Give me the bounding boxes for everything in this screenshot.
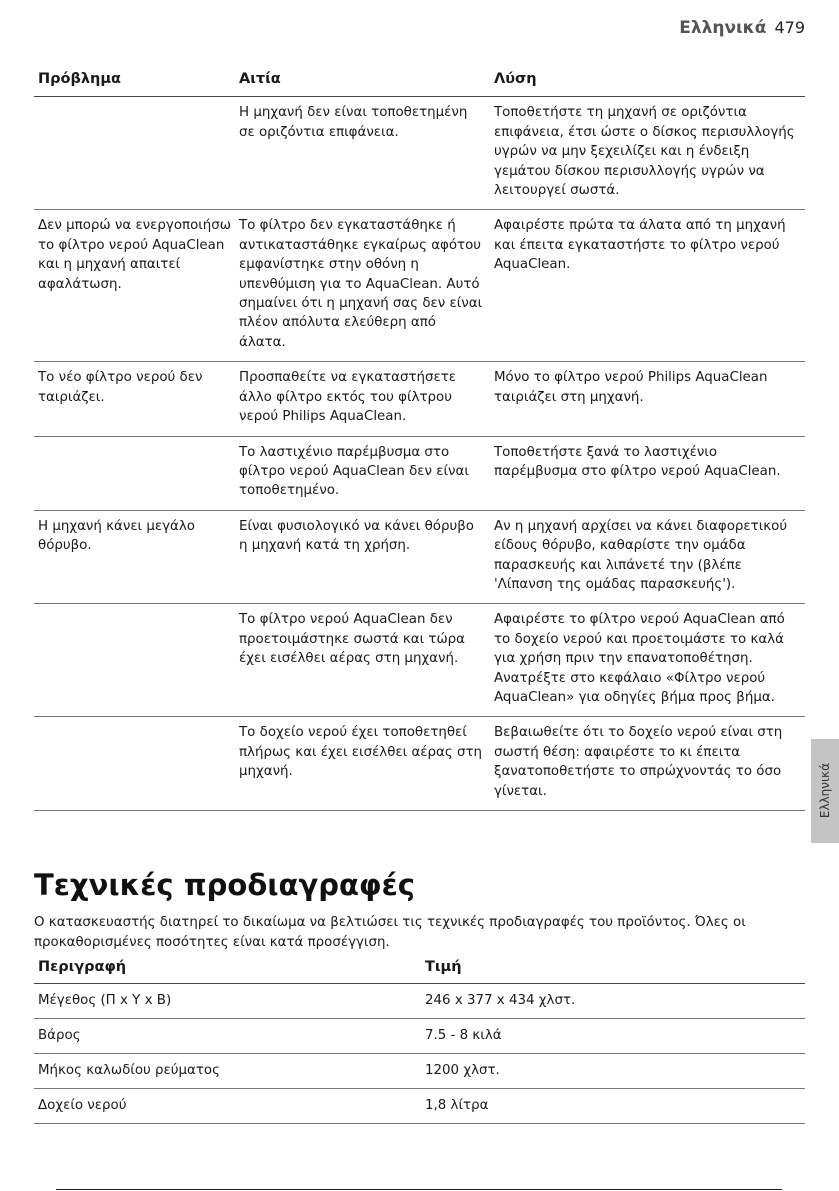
header-language: Ελληνικά xyxy=(679,18,767,38)
cause-cell: Είναι φυσιολογικό να κάνει θόρυβο η μηχανή κατά τη χρήση. xyxy=(235,510,490,604)
problem-cell: Η μηχανή κάνει μεγάλο θόρυβο. xyxy=(34,510,235,604)
spec-value: 1,8 λίτρα xyxy=(421,1089,805,1124)
specs-table xyxy=(34,952,805,1124)
table-row xyxy=(34,604,805,717)
solution-cell: Αφαιρέστε πρώτα τα άλατα από τη μηχανή και έπειτα εγκαταστήστε το φίλτρο νερού AquaClean. xyxy=(490,210,805,362)
cause-cell: Το λαστιχένιο παρέμβυσμα στο φίλτρο νερού AquaClean δεν είναι τοποθετημένο. xyxy=(235,436,490,510)
solution-cell: Αν η μηχανή αρχίσει να κάνει διαφορετικού είδους θόρυβο, καθαρίστε την ομάδα παρασκευής και λιπάνετέ την (βλέπε 'Λίπανση της ομάδας παρασκευής'). xyxy=(490,510,805,604)
problem-cell xyxy=(34,436,235,510)
table-row xyxy=(34,436,805,510)
cause-cell: Η μηχανή δεν είναι τοποθετημένη σε οριζόντια επιφάνεια. xyxy=(235,97,490,210)
column-header-problem: Πρόβλημα xyxy=(34,62,235,97)
page-header xyxy=(679,18,805,38)
language-side-tab xyxy=(811,739,839,843)
problem-cell xyxy=(34,717,235,811)
column-header-value: Τιμή xyxy=(421,952,805,984)
footer-divider xyxy=(56,1189,782,1190)
column-header-description: Περιγραφή xyxy=(34,952,421,984)
spec-label: Μήκος καλωδίου ρεύματος xyxy=(34,1054,421,1089)
table-row xyxy=(34,510,805,604)
table-row xyxy=(34,717,805,811)
table-row xyxy=(34,362,805,436)
cause-cell: Προσπαθείτε να εγκαταστήσετε άλλο φίλτρο εκτός του φίλτρου νερού Philips AquaClean. xyxy=(235,362,490,436)
solution-cell: Αφαιρέστε το φίλτρο νερού AquaClean από το δοχείο νερού και προετοιμάστε το καλά για χρήση πριν την επανατοποθέτηση. Ανατρέξτε στο κεφάλαιο «Φίλτρο νερού AquaClean» για οδηγίες βήμα προς βήμα. xyxy=(490,604,805,717)
side-tab-label: Ελληνικά xyxy=(818,763,832,819)
table-header-row xyxy=(34,952,805,984)
solution-cell: Μόνο το φίλτρο νερού Philips AquaClean ταιριάζει στη μηχανή. xyxy=(490,362,805,436)
spec-label: Βάρος xyxy=(34,1019,421,1054)
table-row xyxy=(34,1054,805,1089)
spec-label: Δοχείο νερού xyxy=(34,1089,421,1124)
table-row xyxy=(34,1019,805,1054)
table-row xyxy=(34,984,805,1019)
section-intro: Ο κατασκευαστής διατηρεί το δικαίωμα να βελτιώσει τις τεχνικές προδιαγραφές του προϊόντος. Όλες οι προκαθορισμένες ποσότητες είναι κατά προσέγγιση. xyxy=(34,915,746,950)
problem-cell: Το νέο φίλτρο νερού δεν ταιριάζει. xyxy=(34,362,235,436)
column-header-solution: Λύση xyxy=(490,62,805,97)
problem-cell xyxy=(34,97,235,210)
solution-cell: Βεβαιωθείτε ότι το δοχείο νερού είναι στη σωστή θέση: αφαιρέστε το κι έπειτα ξανατοποθετήστε το σπρώχνοντάς το όσο γίνεται. xyxy=(490,717,805,811)
column-header-cause: Αιτία xyxy=(235,62,490,97)
problem-cell xyxy=(34,604,235,717)
solution-cell: Τοποθετήστε ξανά το λαστιχένιο παρέμβυσμα στο φίλτρο νερού AquaClean. xyxy=(490,436,805,510)
table-row xyxy=(34,210,805,362)
page-number: 479 xyxy=(774,18,805,37)
spec-value: 246 x 377 x 434 χλστ. xyxy=(421,984,805,1019)
spec-value: 1200 χλστ. xyxy=(421,1054,805,1089)
table-header-row xyxy=(34,62,805,97)
spec-label: Μέγεθος (Π x Υ x Β) xyxy=(34,984,421,1019)
cause-cell: Το δοχείο νερού έχει τοποθετηθεί πλήρως και έχει εισέλθει αέρας στη μηχανή. xyxy=(235,717,490,811)
problem-cell: Δεν μπορώ να ενεργοποιήσω το φίλτρο νερού AquaClean και η μηχανή απαιτεί αφαλάτωση. xyxy=(34,210,235,362)
section-title: Τεχνικές προδιαγραφές xyxy=(34,868,415,902)
table-row xyxy=(34,1089,805,1124)
troubleshooting-table xyxy=(34,62,805,811)
solution-cell: Τοποθετήστε τη μηχανή σε οριζόντια επιφάνεια, έτσι ώστε ο δίσκος περισυλλογής υγρών να μην ξεχειλίζει και η ένδειξη γεμάτου δίσκου περισυλλογής υγρών να λειτουργεί σωστά. xyxy=(490,97,805,210)
table-row xyxy=(34,97,805,210)
cause-cell: Το φίλτρο νερού AquaClean δεν προετοιμάστηκε σωστά και τώρα έχει εισέλθει αέρας στη μηχανή. xyxy=(235,604,490,717)
cause-cell: Το φίλτρο δεν εγκαταστάθηκε ή αντικαταστάθηκε εγκαίρως αφότου εμφανίστηκε στην οθόνη η υπενθύμιση για το AquaClean. Αυτό σημαίνει ότι η μηχανή σας δεν είναι πλέον απόλυτα ελεύθερη από άλατα. xyxy=(235,210,490,362)
spec-value: 7.5 - 8 κιλά xyxy=(421,1019,805,1054)
